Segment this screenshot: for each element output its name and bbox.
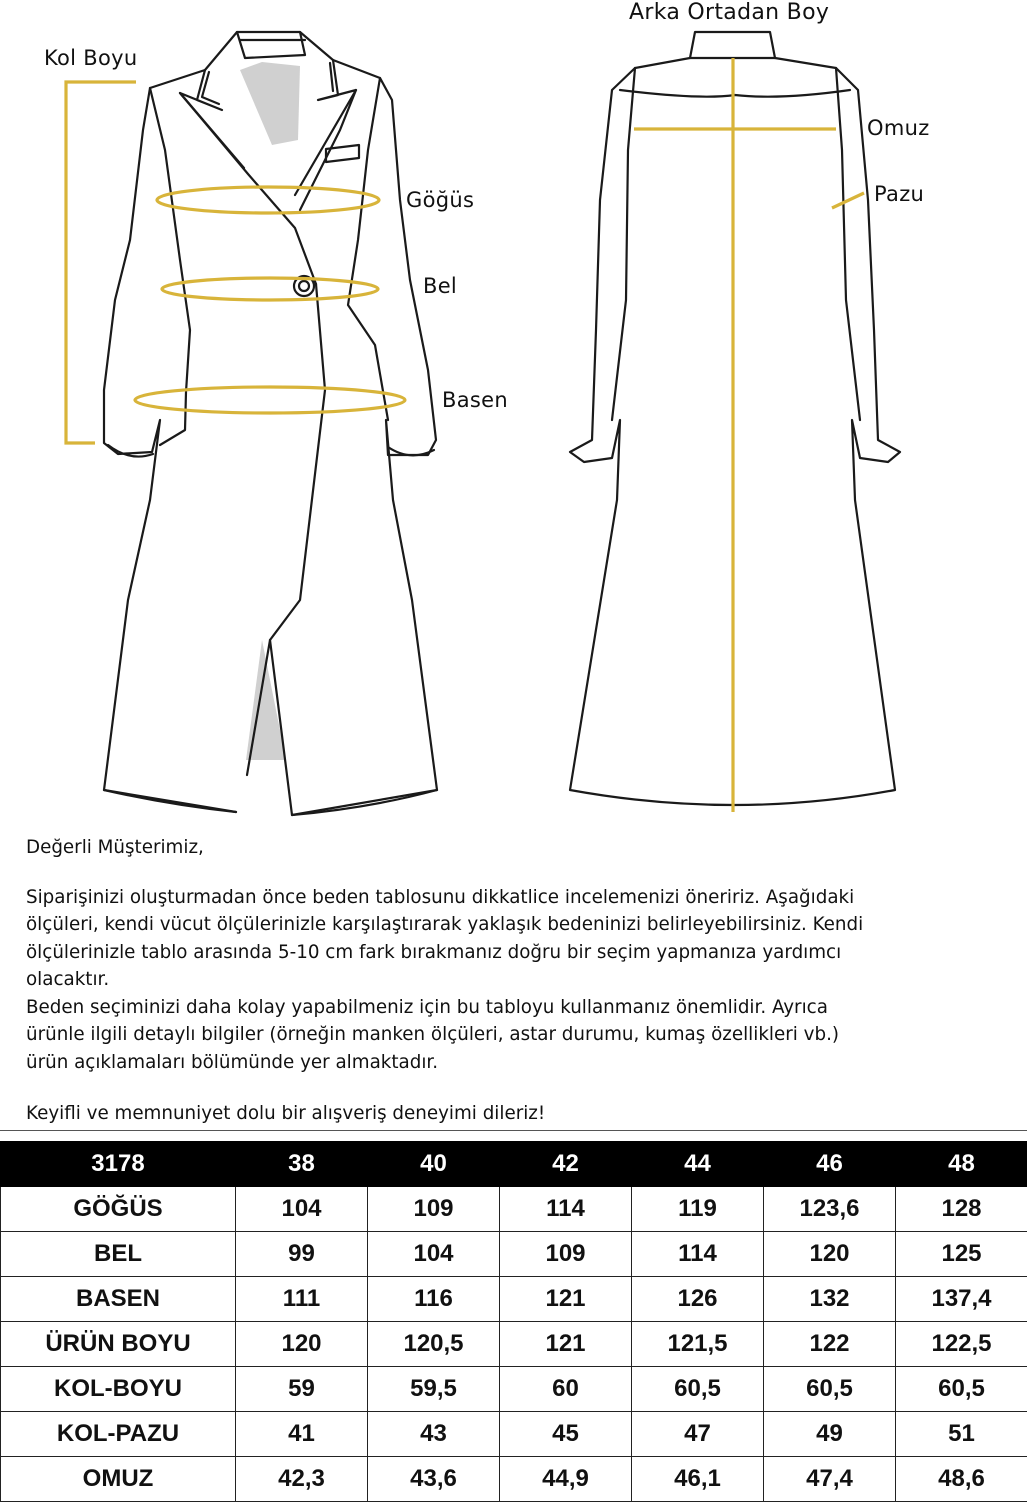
table-cell: 43 (368, 1412, 500, 1457)
table-row (1, 1187, 1027, 1232)
table-row (1, 1457, 1027, 1502)
row-label: KOL-BOYU (1, 1367, 236, 1412)
label-gogus: Göğüs (406, 188, 474, 212)
table-cell: 122,5 (896, 1322, 1027, 1367)
table-cell: 114 (632, 1232, 764, 1277)
notice-line: ölçülerinizle tablo arasında 5-10 cm fark bırakmanız doğru bir seçim yapmanıza yardımcı (26, 939, 1001, 967)
table-cell: 45 (500, 1412, 632, 1457)
customer-notice (26, 834, 1001, 1128)
table-cell: 43,6 (368, 1457, 500, 1502)
table-cell: 109 (500, 1232, 632, 1277)
table-cell: 60,5 (764, 1367, 896, 1412)
notice-closing: Keyifli ve memnuniyet dolu bir alışveriş deneyimi dileriz! (26, 1100, 1001, 1128)
divider (0, 1130, 1027, 1131)
row-label: ÜRÜN BOYU (1, 1322, 236, 1367)
header-cell-size: 38 (236, 1142, 368, 1187)
table-cell: 59 (236, 1367, 368, 1412)
label-omuz: Omuz (867, 116, 930, 140)
table-row (1, 1277, 1027, 1322)
row-label: OMUZ (1, 1457, 236, 1502)
front-view-coat (104, 32, 437, 815)
table-cell: 51 (896, 1412, 1027, 1457)
header-cell-size: 40 (368, 1142, 500, 1187)
notice-line: ölçüleri, kendi vücut ölçülerinizle karşılaştırarak yaklaşık bedeninizi belirleyebilirsiniz. Kendi (26, 911, 1001, 939)
header-cell-size: 42 (500, 1142, 632, 1187)
table-cell: 47 (632, 1412, 764, 1457)
table-cell: 47,4 (764, 1457, 896, 1502)
label-pazu: Pazu (874, 182, 924, 206)
table-header-row (1, 1142, 1027, 1187)
table-cell: 44,9 (500, 1457, 632, 1502)
table-cell: 104 (368, 1232, 500, 1277)
label-arka-ortadan-boy: Arka Ortadan Boy (629, 0, 829, 25)
row-label: KOL-PAZU (1, 1412, 236, 1457)
basen-marker (135, 387, 405, 413)
header-cell-size: 48 (896, 1142, 1027, 1187)
table-cell: 109 (368, 1187, 500, 1232)
row-label: GÖĞÜS (1, 1187, 236, 1232)
header-cell-size: 44 (632, 1142, 764, 1187)
table-cell: 123,6 (764, 1187, 896, 1232)
table-cell: 49 (764, 1412, 896, 1457)
pazu-marker (832, 193, 864, 208)
label-kol-boyu: Kol Boyu (44, 46, 137, 70)
header-cell-model: 3178 (1, 1142, 236, 1187)
table-cell: 41 (236, 1412, 368, 1457)
table-cell: 119 (632, 1187, 764, 1232)
table-cell: 99 (236, 1232, 368, 1277)
table-row (1, 1322, 1027, 1367)
label-bel: Bel (423, 274, 457, 298)
back-view-coat (570, 32, 900, 805)
table-cell: 114 (500, 1187, 632, 1232)
table-cell: 60,5 (632, 1367, 764, 1412)
table-cell: 60 (500, 1367, 632, 1412)
size-chart-table (0, 1141, 1027, 1502)
table-cell: 121 (500, 1322, 632, 1367)
row-label: BASEN (1, 1277, 236, 1322)
table-cell: 120 (764, 1232, 896, 1277)
table-cell: 104 (236, 1187, 368, 1232)
header-cell-size: 46 (764, 1142, 896, 1187)
table-cell: 125 (896, 1232, 1027, 1277)
notice-line: ürün açıklamaları bölümünde yer almaktadır. (26, 1049, 1001, 1077)
table-row (1, 1412, 1027, 1457)
table-cell: 59,5 (368, 1367, 500, 1412)
table-row (1, 1232, 1027, 1277)
table-cell: 120 (236, 1322, 368, 1367)
notice-line: Beden seçiminizi daha kolay yapabilmeniz için bu tabloyu kullanmanız önemlidir. Ayrıca (26, 994, 1001, 1022)
table-cell: 122 (764, 1322, 896, 1367)
table-cell: 128 (896, 1187, 1027, 1232)
table-cell: 132 (764, 1277, 896, 1322)
gogus-marker (157, 187, 379, 213)
row-label: BEL (1, 1232, 236, 1277)
table-cell: 126 (632, 1277, 764, 1322)
notice-greeting: Değerli Müşterimiz, (26, 834, 1001, 862)
table-cell: 121 (500, 1277, 632, 1322)
table-cell: 46,1 (632, 1457, 764, 1502)
notice-line: ürünle ilgili detaylı bilgiler (örneğin manken ölçüleri, astar durumu, kumaş özellikleri vb.) (26, 1021, 1001, 1049)
table-cell: 48,6 (896, 1457, 1027, 1502)
table-row (1, 1367, 1027, 1412)
table-cell: 137,4 (896, 1277, 1027, 1322)
table-cell: 111 (236, 1277, 368, 1322)
table-cell: 116 (368, 1277, 500, 1322)
table-cell: 121,5 (632, 1322, 764, 1367)
table-cell: 42,3 (236, 1457, 368, 1502)
table-cell: 120,5 (368, 1322, 500, 1367)
label-basen: Basen (442, 388, 508, 412)
notice-line: Siparişinizi oluşturmadan önce beden tablosunu dikkatlice incelemenizi öneririz. Aşağıdaki (26, 884, 1001, 912)
table-cell: 60,5 (896, 1367, 1027, 1412)
bel-marker (162, 278, 378, 300)
notice-line: olacaktır. (26, 966, 1001, 994)
